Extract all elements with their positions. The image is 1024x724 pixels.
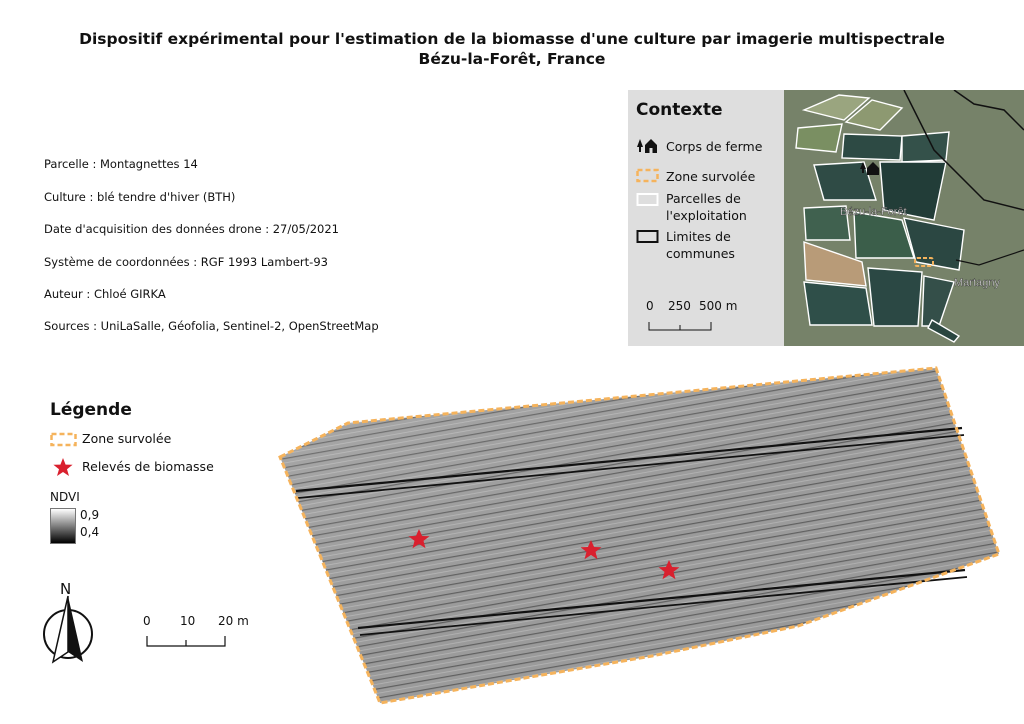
ndvi-min-label: 0,4: [80, 525, 100, 539]
context-scale-label-250: 250: [668, 299, 691, 313]
context-map: [784, 90, 1024, 346]
star-icon: [52, 457, 74, 477]
context-scale-label-0: 0: [646, 299, 654, 313]
ndvi-color-ramp: [50, 508, 76, 544]
white-box-icon: [636, 190, 660, 224]
info-sources: Sources : UniLaSalle, Géofolia, Sentinel-2, OpenStreetMap: [44, 319, 379, 333]
context-town-label-1: Bézu-la-Forêt: [840, 206, 907, 218]
context-label-parcelles-1: Parcelles de: [666, 191, 741, 206]
context-item-farm: [636, 138, 763, 158]
map-title: Dispositif expérimental pour l'estimation de la biomasse d'une culture par imagerie multispectrale: [79, 30, 945, 48]
dashed-orange-box-icon: [50, 432, 78, 448]
context-scale-bar: [648, 320, 714, 332]
north-arrow-icon: [40, 594, 96, 666]
scale-label-10: 10: [180, 614, 196, 628]
context-legend: [628, 90, 784, 346]
dashed-orange-box-icon: [636, 168, 660, 184]
context-label-communes-1: Limites de: [666, 229, 731, 244]
scale-bar: [146, 634, 228, 648]
map-subtitle: Bézu-la-Forêt, France: [418, 50, 606, 68]
context-item-parcelles: [636, 190, 747, 228]
scale-label-0: 0: [143, 614, 151, 628]
context-label-farm: Corps de ferme: [666, 139, 763, 154]
info-systeme: Système de coordonnées : RGF 1993 Lambert-93: [44, 255, 328, 269]
farm-building-icon: [636, 138, 662, 154]
context-item-zone: [636, 168, 756, 188]
ndvi-title: NDVI: [50, 490, 80, 504]
main-ndvi-map: [270, 360, 1010, 710]
context-label-parcelles-2: l'exploitation: [666, 208, 747, 223]
north-label: N: [60, 580, 72, 598]
context-label-zone: Zone survolée: [666, 169, 756, 184]
context-scale-label-500: 500 m: [699, 299, 738, 313]
scale-label-20: 20 m: [218, 614, 249, 628]
black-box-icon: [636, 228, 660, 262]
info-parcelle: Parcelle : Montagnettes 14: [44, 157, 198, 171]
context-label-communes-2: communes: [666, 246, 735, 261]
ndvi-max-label: 0,9: [80, 508, 100, 522]
info-date: Date d'acquisition des données drone : 27/05/2021: [44, 222, 340, 236]
legend-label-releves: Relevés de biomasse: [82, 459, 214, 474]
legend-title: Légende: [50, 400, 132, 420]
context-town-label-2: Martagny: [954, 277, 1000, 289]
context-inset: [628, 90, 1024, 346]
context-item-communes: [636, 228, 735, 266]
info-auteur: Auteur : Chloé GIRKA: [44, 287, 166, 301]
legend-label-zone: Zone survolée: [82, 431, 172, 446]
info-culture: Culture : blé tendre d'hiver (BTH): [44, 190, 236, 204]
context-title: Contexte: [636, 100, 723, 120]
